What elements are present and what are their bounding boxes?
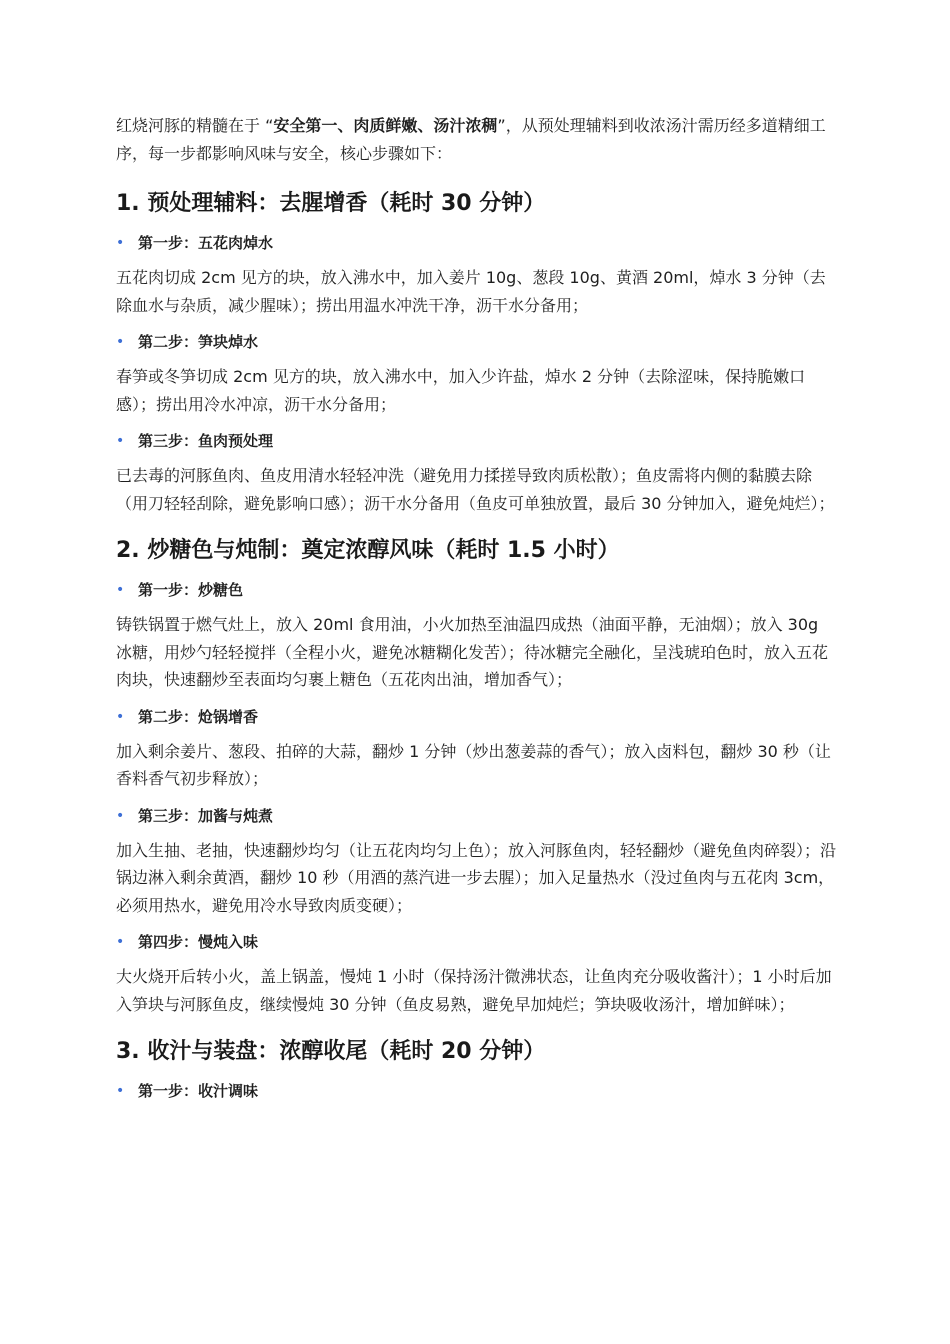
step-heading	[116, 230, 838, 256]
step-text: 五花肉切成 2cm 见方的块，放入沸水中，加入姜片 10g、葱段 10g、黄酒 20ml，焯水 3 分钟（去除血水与杂质，减少腥味）；捞出用温水冲洗干净，沥干水分备用；	[116, 268, 826, 315]
step-title: 第二步：炝锅增香	[138, 707, 259, 726]
step-title: 第四步：慢炖入味	[138, 933, 259, 951]
step-heading	[116, 329, 838, 355]
section-1	[116, 188, 838, 517]
section-3	[116, 1036, 838, 1104]
bullet-dot-icon: •	[116, 235, 125, 251]
step-title: 第二步：笋块焯水	[138, 333, 259, 351]
bullet-dot-icon: •	[116, 708, 125, 725]
step-heading	[116, 428, 838, 454]
bullet-dot-icon: •	[116, 1083, 125, 1099]
intro-emphasis: 安全第一、肉质鲜嫩、汤汁浓稠	[273, 116, 498, 135]
bullet-dot-icon: •	[116, 433, 125, 449]
step-heading	[116, 803, 838, 829]
bullet-dot-icon: •	[116, 582, 125, 598]
step-title: 第三步：鱼肉预处理	[138, 432, 274, 450]
step-text: 已去毒的河豚鱼肉、鱼皮用清水轻轻冲洗（避免用力揉搓导致肉质松散）；鱼皮需将内侧的黏膜去除（用刀轻轻刮除，避免影响口感）；沥干水分备用（鱼皮可单独放置，最后 30 分钟加入，避免炖烂）；	[116, 466, 835, 513]
bullet-dot-icon: •	[116, 934, 125, 950]
bullet-dot-icon: •	[116, 334, 125, 350]
step-title: 第一步：收汁调味	[138, 1082, 259, 1100]
intro-paragraph	[116, 112, 838, 168]
step-title: 第一步：五花肉焯水	[138, 234, 274, 252]
document-page	[116, 112, 838, 1112]
step-text: 加入剩余姜片、葱段、拍碎的大蒜，翻炒 1 分钟（炒出葱姜蒜的香气）；放入卤料包，翻炒 30 秒（让香料香气初步释放）；	[116, 741, 831, 788]
section-title: 2. 炒糖色与炖制：奠定浓醇风味（耗时 1.5 小时）	[116, 538, 620, 563]
section-2	[116, 535, 838, 1018]
step-heading	[116, 929, 838, 955]
step-text: 春笋或冬笋切成 2cm 见方的块，放入沸水中，加入少许盐，焯水 2 分钟（去除涩味，保持脆嫩口感）；捞出用冷水冲凉，沥干水分备用；	[116, 367, 806, 414]
intro-suffix: ”，从预处理辅料到收浓汤汁需历经多道精细工序，每一步都影响风味与安全，核心步骤如下：	[116, 116, 826, 163]
section-title: 1. 预处理辅料：去腥增香（耗时 30 分钟）	[116, 191, 546, 216]
intro-prefix: 红烧河豚的精髓在于 “	[116, 116, 274, 135]
step-text: 加入生抽、老抽，快速翻炒均匀（让五花肉均匀上色）；放入河豚鱼肉，轻轻翻炒（避免鱼肉碎裂）；沿锅边淋入剩余黄酒，翻炒 10 秒（用酒的蒸汽进一步去腥）；加入足量热水（没过鱼肉与五花肉 3cm，必须用热水，避免用冷水导致肉质变硬）；	[116, 840, 837, 915]
section-title: 3. 收汁与装盘：浓醇收尾（耗时 20 分钟）	[116, 1039, 546, 1064]
step-text: 铸铁锅置于燃气灶上，放入 20ml 食用油，小火加热至油温四成热（油面平静，无油烟）；放入 30g 冰糖，用炒勺轻轻搅拌（全程小火，避免冰糖糊化发苦）；待冰糖完全融化，呈浅琥珀色时，放入五花肉块，快速翻炒至表面均匀裹上糖色（五花肉出油，增加香气）；	[116, 615, 829, 689]
step-text: 大火烧开后转小火，盖上锅盖，慢炖 1 小时（保持汤汁微沸状态，让鱼肉充分吸收酱汁）；1 小时后加入笋块与河豚鱼皮，继续慢炖 30 分钟（鱼皮易熟，避免早加炖烂；笋块吸收汤汁，增加鲜味）；	[116, 967, 832, 1014]
step-heading	[116, 704, 838, 730]
step-heading	[116, 1078, 838, 1104]
step-title: 第一步：炒糖色	[138, 581, 244, 599]
step-title: 第三步：加酱与炖煮	[138, 806, 274, 825]
bullet-dot-icon: •	[116, 807, 125, 824]
step-heading	[116, 577, 838, 603]
